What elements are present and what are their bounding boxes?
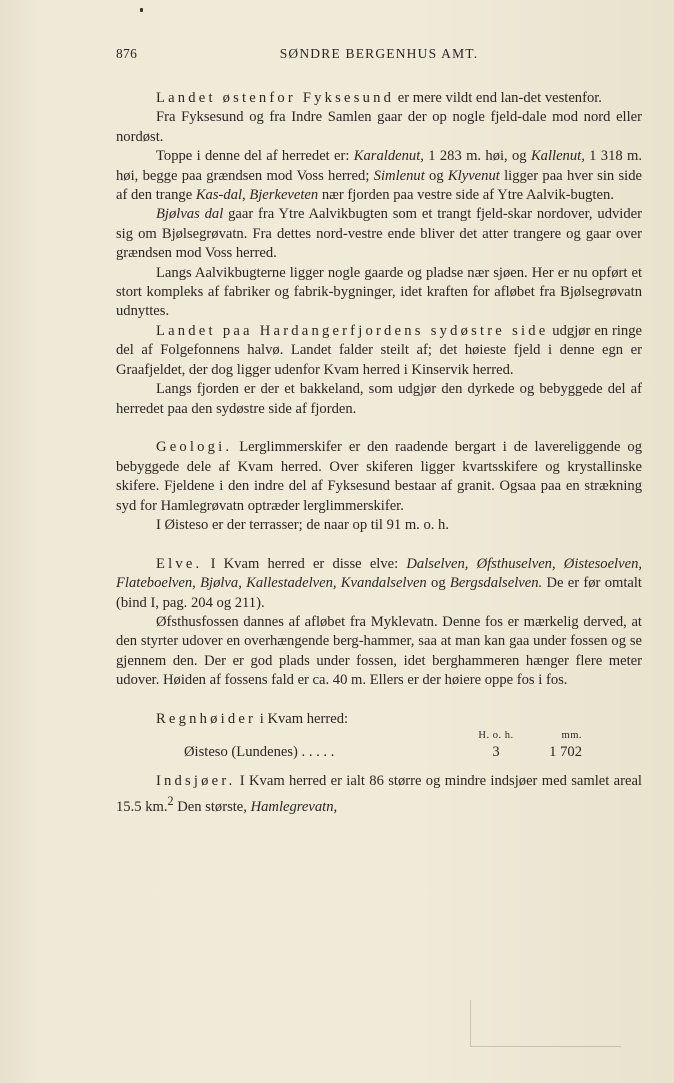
table-header-row	[184, 729, 582, 743]
paragraph-landet-paa-hardangerfjorden: Landet paa Hardangerfjordens sydøstre side udgjør en ringe del af Folgefonnens halvø. Landet falder steilt af; det høieste fjeld i denne egn er Graafjeldet, der dog ligger udenfor Kvam herred i Kinservik herred.	[116, 322, 642, 378]
paragraph-indsjoer: Indsjøer. I Kvam herred er ialt 86 større og mindre indsjøer med samlet areal 15.5 km.$^2$ Den største, Hamlegrevatn,	[116, 773, 642, 815]
paragraph-landet-ostenfor: Landet østenfor Fyksesund er mere vildt end lan-det vestenfor.	[156, 90, 602, 106]
paper-crease-mark	[470, 1000, 621, 1047]
paragraph-geologi: Geologi. Lerglimmerskifer er den raadende bergart i de lavereliggende og bebyggede dele af Kvam herred. Over skiferen ligger kvartsskifere og krystallinske skifere. Fjeldene i den indre del af Fyksesund bestaar af granit. Ogsaa paa en strækning syd for Hamlegrøvatn optræder lerglimmerskifer.	[116, 439, 642, 514]
column-header-height: H. o. h.	[478, 730, 514, 742]
rainfall-table	[184, 729, 582, 762]
paragraph-aalvikbugterne: Langs Aalvikbugterne ligger nogle gaarde og pladse nær sjøen. Her er nu opført et stort kompleks af fabriker og fabrik-bygninger, idet kraften for afløbet fra Bjølsegrøvatn udnyttes.	[116, 264, 642, 320]
section-gap	[116, 762, 642, 772]
station-rainfall: 1 702	[549, 744, 582, 761]
paragraph-bjolvas-dal: Bjølvas dal gaar fra Ytre Aalvikbugten som et trangt fjeld-skar nordover, udvider sig om Bjølsegrøvatn. Fra dettes nord-vestre ende bliver det atter trangere og gaar over grændsen mod Voss herred.	[116, 206, 642, 262]
column-header-mm: mm.	[561, 730, 582, 742]
ink-speck	[140, 8, 143, 12]
section-gap	[116, 691, 642, 710]
station-height: 3	[492, 744, 500, 761]
table-row	[184, 743, 582, 762]
paragraph-ofsthusfossen: Øfsthusfossen dannes af afløbet fra Myklevatn. Denne fos er mærkelig derved, at den styrter udover en overhængende berg-hammer, saa at man kan gaa under fossen og se gjennem den. Der er god plads under fossen, idet berghammeren hænger flere meter udover. Høiden af fossens fald er ca. 40 m. Ellers er der høiere oppe fos i fos.	[116, 613, 642, 689]
paragraph-regnhoider: Regnhøider i Kvam herred:	[156, 710, 349, 727]
section-gap	[116, 419, 642, 438]
paragraph-toppe: Toppe i denne del af herredet er: Karaldenut, 1 283 m. høi, og Kallenut, 1 318 m. høi, begge paa grændsen mod Voss herred; Simlenut og Klyvenut ligger paa hver sin side af den trange Kas-dal, Bjerkeveten nær fjorden paa vestre side af Ytre Aalvik-bugten.	[116, 148, 643, 204]
paragraph-fyksesund: Fra Fyksesund og fra Indre Samlen gaar der op nogle fjeld-dale mod nord eller nordøst.	[116, 109, 642, 145]
paragraph-elve: Elve. I Kvam herred er disse elve: Dalselven, Øfsthuselven, Øistesoelven, Flateboelven, Bjølva, Kallestadelven, Kvandalselven og Bergsdalselven. De er før omtalt (bind I, pag. 204 og 211).	[116, 555, 643, 611]
section-gap	[116, 535, 642, 554]
paragraph-terrasser: I Øisteso er der terrasser; de naar op til 91 m. o. h.	[156, 516, 450, 533]
running-title: SØNDRE BERGENHUS AMT.	[279, 46, 479, 61]
station-name: Øisteso (Lundenes)	[184, 744, 298, 761]
leader-dots: . . . . .	[297, 744, 335, 761]
page-header	[116, 46, 642, 66]
paragraph-bakkeland: Langs fjorden er der et bakkeland, som udgjør den dyrkede og bebyggede del af herredet paa den sydøstre side af fjorden.	[116, 381, 642, 417]
page-number: 876	[116, 46, 138, 61]
body-text	[116, 89, 642, 817]
